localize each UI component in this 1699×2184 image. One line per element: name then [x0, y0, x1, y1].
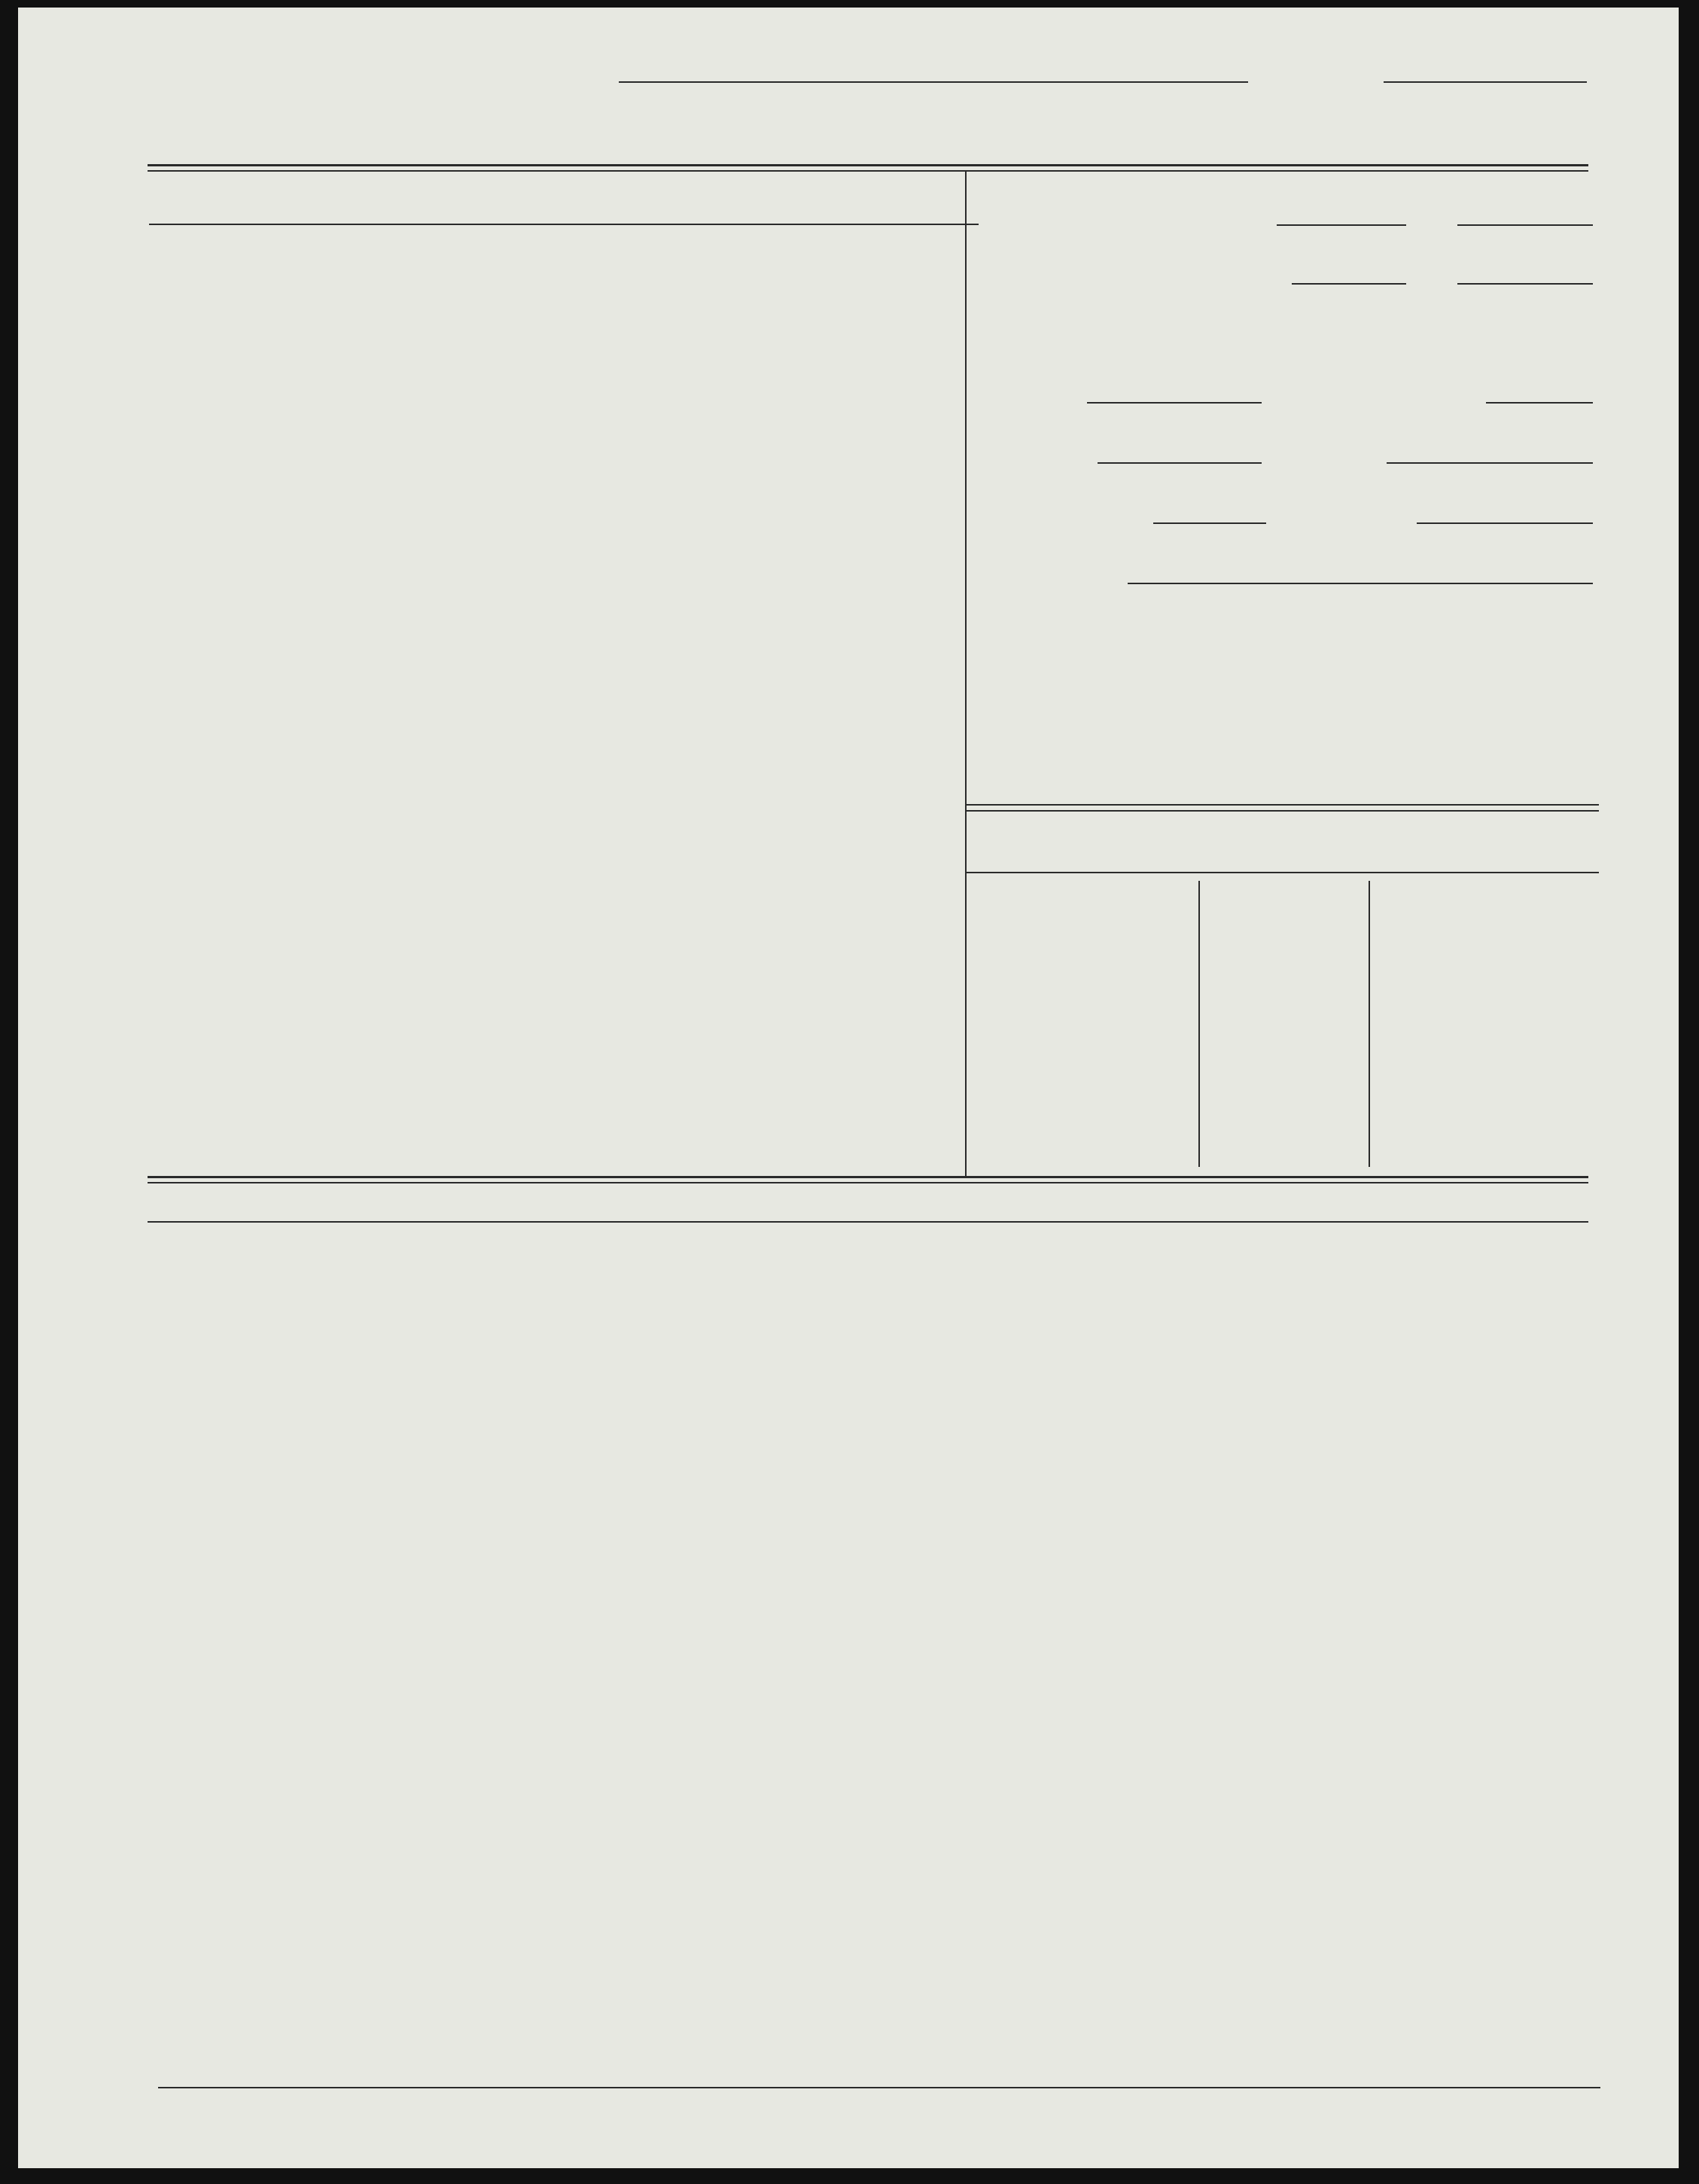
middle-rule [148, 1176, 1588, 1178]
top-rule [148, 164, 1588, 166]
mumps-line [1098, 462, 1262, 464]
tests-divider-1 [1198, 881, 1200, 1167]
class-line [1384, 81, 1587, 83]
middle-rule-2 [148, 1182, 1588, 1183]
tests-rule-bottom [967, 872, 1599, 873]
year-row-rule [149, 224, 979, 225]
tests-divider-2 [1369, 881, 1370, 1167]
vaccinated-date-line [1457, 224, 1593, 226]
tests-rule-top-2 [967, 810, 1599, 812]
top-rule-2 [148, 170, 1588, 172]
diphtheria-line [1292, 283, 1406, 285]
center-divider [965, 170, 967, 1176]
scarlet-line [1417, 522, 1593, 524]
health-remarks-line [1128, 583, 1593, 584]
measles-line [1087, 402, 1262, 404]
vaccinated-line [1277, 224, 1406, 226]
whooping-line [1486, 402, 1593, 404]
tests-rule-top [967, 804, 1599, 806]
remarks-line-2 [158, 2087, 1600, 2088]
sub-rule [148, 1221, 1588, 1223]
diphtheria-date-line [1457, 283, 1593, 285]
name-line [619, 81, 1248, 83]
record-card [18, 8, 1679, 2168]
chickenpox-line [1153, 522, 1266, 524]
smallpox-line [1387, 462, 1593, 464]
